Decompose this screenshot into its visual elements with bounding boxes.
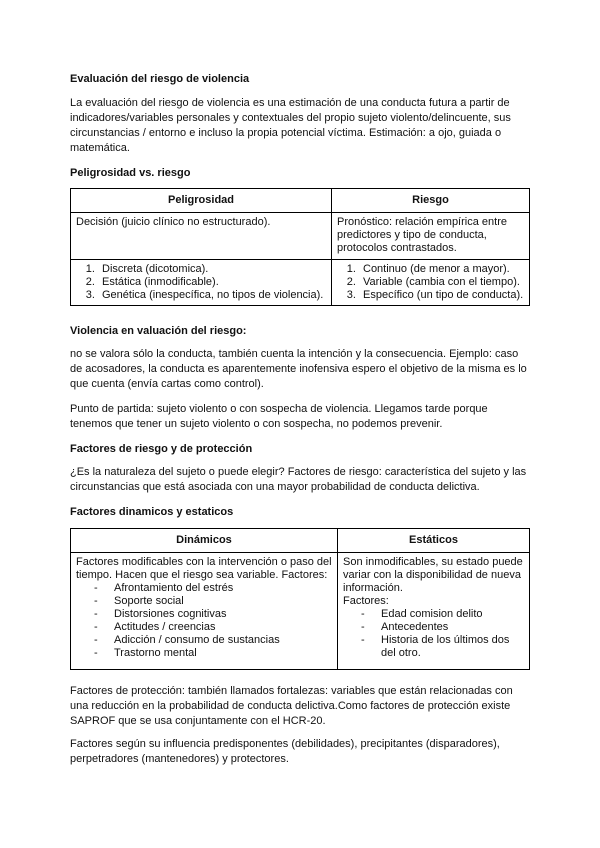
- table2-header-dinamicos: Dinámicos: [71, 529, 338, 553]
- list-item: - Actitudes / creencias: [94, 621, 332, 634]
- table1-cell-pronostico: Pronóstico: relación empírica entre predictores y tipo de conducta, protocolos contrastados.: [332, 213, 530, 260]
- section-title-factores-dinamicos: Factores dinamicos y estaticos: [70, 506, 234, 518]
- paragraph-factores-influencia: Factores según su influencia predisponentes (debilidades), precipitantes (disparadores), perpetradores (mantenedores) y protectores.: [70, 738, 500, 765]
- table1-cell-riesgo-list: [332, 260, 530, 306]
- list-item: 3. Específico (un tipo de conducta).: [359, 289, 524, 302]
- list-item: - Soporte social: [94, 595, 332, 608]
- list-item: - Edad comision delito: [361, 608, 524, 621]
- table2-cell-estaticos: [338, 553, 530, 670]
- list-item: - Trastorno mental: [94, 647, 332, 660]
- table-dinamicos-estaticos: [70, 528, 530, 670]
- paragraph-factores-proteccion: Factores de protección: también llamados fortalezas: variables que están relacionadas con una reducción en la probabilidad de conducta delictiva.Como factores de protección existe SAPROF que se usa conjuntamente con el HCR-20.: [70, 685, 513, 727]
- table2-cell-dinamicos: [71, 553, 338, 670]
- paragraph-evaluacion: La evaluación del riesgo de violencia es una estimación de una conducta futura a partir de indicadores/variables personales y contextuales del propio sujeto violento/delincuente, sus circunstancias / entorno e incluso la propia potencial víctima. Estimación: a ojo, guiada o matemática.: [70, 97, 511, 154]
- table2-estaticos-label: Factores:: [343, 595, 389, 607]
- list-item: 3. Genética (inespecífica, no tipos de violencia).: [98, 289, 326, 302]
- list-item: 2. Estática (inmodificable).: [98, 276, 326, 289]
- list-item: - Afrontamiento del estrés: [94, 582, 332, 595]
- table-peligrosidad-riesgo: [70, 188, 530, 306]
- list-item: 2. Variable (cambia con el tiempo).: [359, 276, 524, 289]
- table1-header-peligrosidad: Peligrosidad: [71, 189, 332, 213]
- paragraph-violencia-1: no se valora sólo la conducta, también cuenta la intención y la consecuencia. Ejemplo: caso de acosadores, la conducta es aparentemente inofensiva espero el objetivo de la misma es lo que cuenta (envía cartas como control).: [70, 348, 527, 390]
- list-item: - Historia de los últimos dos del otro.: [361, 634, 524, 660]
- section-title-violencia: Violencia en valuación del riesgo:: [70, 325, 247, 337]
- section-title-evaluacion: Evaluación del riesgo de violencia: [70, 73, 250, 85]
- list-item: 1. Discreta (dicotomica).: [98, 263, 326, 276]
- section-title-factores-riesgo: Factores de riesgo y de protección: [70, 443, 253, 455]
- paragraph-factores-riesgo: ¿Es la naturaleza del sujeto o puede elegir? Factores de riesgo: característica del sujeto y las circunstancias que está asociada con una mayor probabilidad de conducta delictiva.: [70, 466, 527, 493]
- table2-header-estaticos: Estáticos: [338, 529, 530, 553]
- list-item: - Adicción / consumo de sustancias: [94, 634, 332, 647]
- table2-dinamicos-intro: Factores modificables con la intervención o paso del tiempo. Hacen que el riesgo sea variable. Factores:: [76, 556, 332, 581]
- table2-estaticos-intro: Son inmodificables, su estado puede variar con la disponibilidad de nueva información.: [343, 556, 523, 594]
- section-title-peligrosidad: Peligrosidad vs. riesgo: [70, 167, 191, 179]
- list-item: 1. Continuo (de menor a mayor).: [359, 263, 524, 276]
- table1-header-riesgo: Riesgo: [332, 189, 530, 213]
- table1-cell-decision: Decisión (juicio clínico no estructurado).: [71, 213, 332, 260]
- paragraph-violencia-2: Punto de partida: sujeto violento o con sospecha de violencia. Llegamos tarde porque tenemos que tener un sujeto violento o con sospecha, no podemos prevenir.: [70, 403, 488, 430]
- table1-cell-peligrosidad-list: [71, 260, 332, 306]
- list-item: - Antecedentes: [361, 621, 524, 634]
- list-item: - Distorsiones cognitivas: [94, 608, 332, 621]
